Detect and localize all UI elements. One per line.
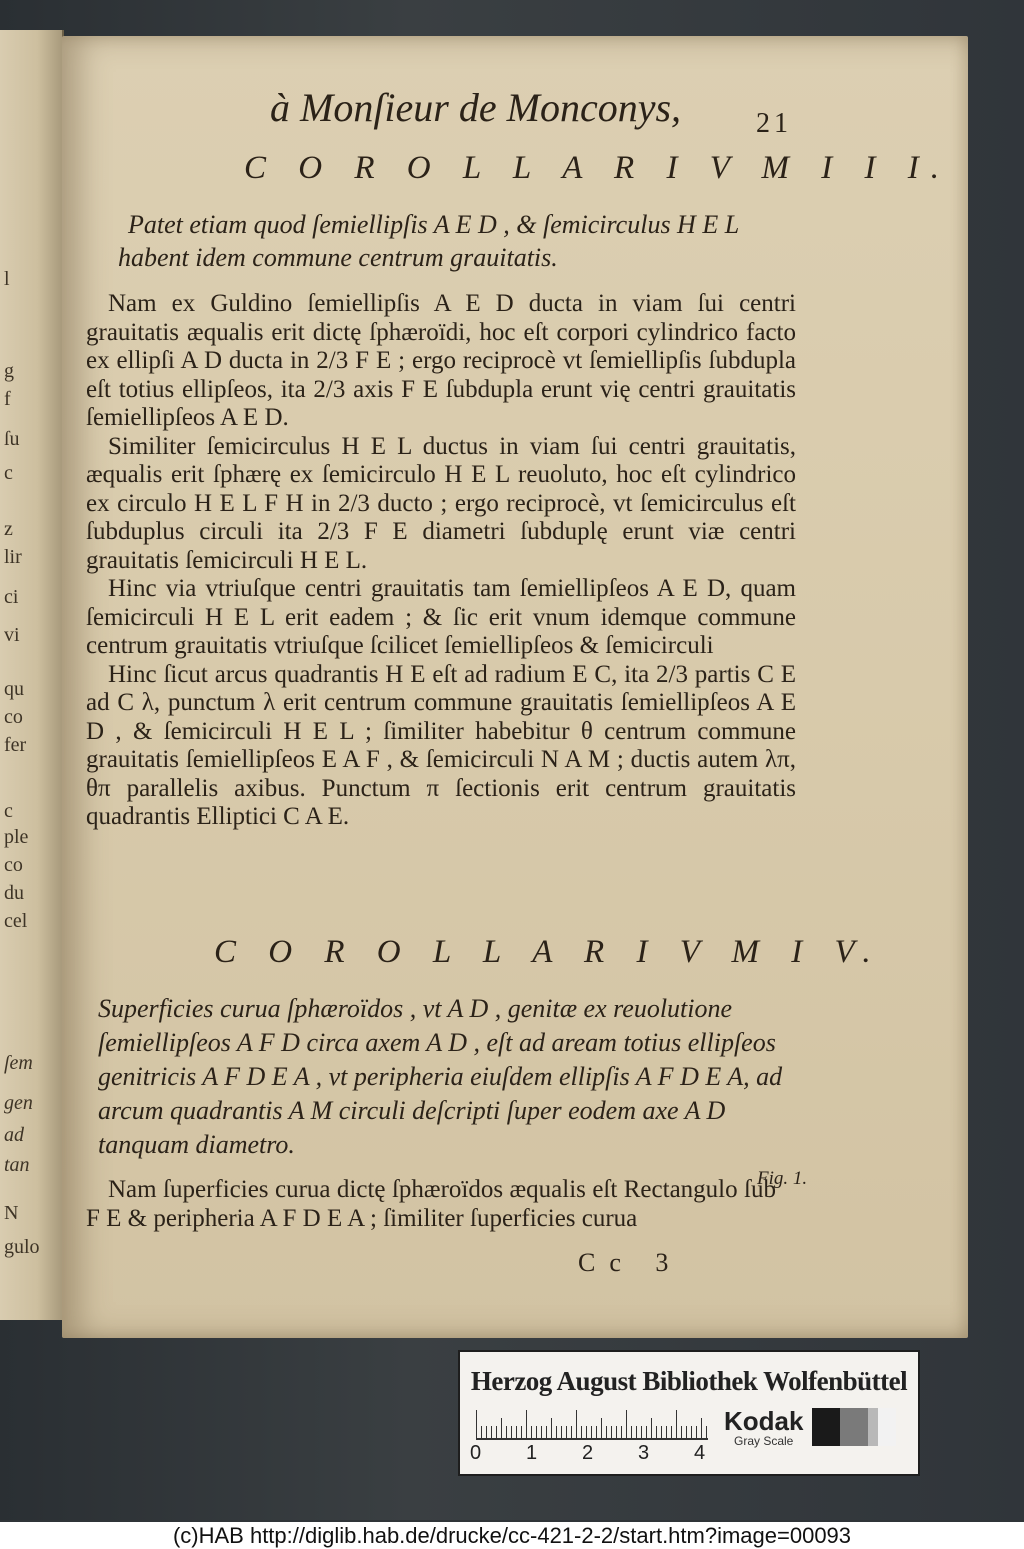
source-url: (c)HAB http://diglib.hab.de/drucke/cc-421-2-2/start.htm?image=00093 [0, 1522, 1024, 1549]
gray-scale-label: Gray Scale [734, 1434, 794, 1448]
left-fragment: gulo [4, 1236, 40, 1258]
ruler-tick [521, 1426, 522, 1438]
ruler-tick [591, 1426, 592, 1438]
ruler-tick [511, 1426, 512, 1438]
left-facing-page [0, 30, 64, 1320]
left-fragment: l [4, 268, 10, 290]
ruler-tick [546, 1426, 547, 1438]
ruler-number: 3 [638, 1442, 650, 1464]
ruler-tick [606, 1426, 607, 1438]
book-page [62, 36, 968, 1338]
ruler-number: 1 [526, 1442, 538, 1464]
paragraph: Hinc via vtriuſque centri grauitatis tam ſemiellipſeos A E D, quam ſemicirculi H E L erit eadem ; & ſic erit vnum idemque commune centrum grauitatis vtriuſque ſcilicet ſemiellipſeos & ſemicirculi [86, 575, 796, 659]
left-fragment: N [4, 1202, 19, 1224]
ruler-tick [541, 1426, 542, 1438]
ruler-tick [526, 1410, 527, 1438]
signature-mark: Cc 3 [578, 1248, 683, 1277]
gray-swatch-white [878, 1408, 896, 1446]
left-fragment: vi [4, 624, 20, 646]
ruler-tick [486, 1426, 487, 1438]
ruler-tick [706, 1426, 707, 1438]
left-fragment: z [4, 518, 13, 540]
left-fragment: c [4, 800, 13, 822]
ruler-tick [596, 1426, 597, 1438]
ruler-tick [586, 1426, 587, 1438]
page-number: 21 [756, 108, 792, 139]
proposition-line: habent idem commune centrum grauitatis. [118, 243, 558, 272]
ruler-tick [691, 1426, 692, 1438]
left-fragment: fer [4, 734, 27, 756]
gray-swatch-black [812, 1408, 840, 1446]
left-fragment: ad [4, 1124, 24, 1146]
left-fragment: co [4, 706, 23, 728]
left-fragment: f [4, 388, 11, 410]
ruler-tick [646, 1426, 647, 1438]
ruler-number: 2 [582, 1442, 594, 1464]
ruler-tick [651, 1418, 652, 1438]
ruler-tick [701, 1418, 702, 1438]
ruler-tick [551, 1418, 552, 1438]
left-fragment: ſu [4, 428, 20, 450]
ruler-tick [481, 1426, 482, 1438]
left-fragment: ci [4, 586, 19, 608]
ruler-tick [496, 1426, 497, 1438]
ruler-tick [676, 1410, 677, 1438]
ruler-tick [621, 1426, 622, 1438]
ruler-tick [576, 1410, 577, 1438]
gray-swatch-dark [840, 1408, 868, 1446]
left-fragment: cel [4, 910, 28, 932]
ruler-tick [686, 1426, 687, 1438]
ruler-tick [566, 1426, 567, 1438]
left-fragment: ſem [4, 1052, 33, 1074]
library-name: Herzog August Bibliothek Wolfenbüttel [470, 1366, 908, 1396]
ruler-tick [656, 1426, 657, 1438]
left-fragment: tan [4, 1154, 30, 1176]
ruler-tick [626, 1410, 627, 1438]
corollarium-4-heading: C O R O L L A R I V M I V. [214, 934, 883, 970]
ruler [476, 1406, 708, 1440]
paragraph: Similiter ſemicirculus H E L ductus in viam ſui centri grauitatis, æqualis erit ſphærę ex ſemicirculo H E L reuoluto, hoc eſt cylindrico ex circulo H E L F H in 2/3 ducto ; ergo reciprocè, vt ſemicirculus eſt ſubduplus circuli ita 2/3 F E diametri ſubduplę erunt viæ centri grauitatis ſemicirculi H E L. [86, 432, 796, 574]
left-fragment: lir [4, 546, 22, 568]
corollarium-3-proposition [118, 208, 818, 274]
running-title: à Monſieur de Monconys, [270, 85, 682, 130]
ruler-tick [536, 1426, 537, 1438]
left-fragment: c [4, 462, 13, 484]
paragraph: Hinc ſicut arcus quadrantis H E eſt ad radium E C, ita 2/3 partis C E ad C λ, punctum λ erit centrum commune grauitatis ſemiellipſeos A E D , & ſemicirculi H E L ; ſimiliter habebitur θ centrum commune grauitatis ſemiellipſeos E A F , & ſemicirculi N A M ; ductis autem λπ, θπ parallelis axibus. Punctum π ſectionis erit centrum grauitatis quadrantis Elliptici C A E. [86, 660, 796, 830]
left-fragment: qu [4, 678, 24, 700]
ruler-tick [476, 1410, 477, 1438]
ruler-tick [696, 1426, 697, 1438]
ruler-tick [506, 1426, 507, 1438]
left-fragment: ple [4, 826, 29, 848]
figure-reference: Fig. 1. [757, 1168, 808, 1189]
ruler-tick [601, 1418, 602, 1438]
ruler-number: 4 [694, 1442, 706, 1464]
ruler-tick [671, 1426, 672, 1438]
ruler-tick [661, 1426, 662, 1438]
corollarium-3-heading: C O R O L L A R I V M I I I. [244, 150, 951, 186]
paragraph: Nam ex Guldino ſemiellipſis A E D ducta in viam ſui centri grauitatis æqualis erit dictę ſphæroïdi, hoc eſt corpori cylindrico facto ex ellipſi A D ducta in 2/3 F E ; ergo reciprocè vt ſemiellipſis ſubdupla eſt totius ellipſeos, ita 2/3 axis F E ſubdupla erunt vię centri grauitatis ſemiellipſeos A E D. [86, 290, 796, 431]
left-fragment: gen [4, 1092, 33, 1114]
ruler-tick [666, 1426, 667, 1438]
kodak-logo: Kodak [724, 1406, 804, 1436]
ruler-tick [681, 1426, 682, 1438]
left-fragment: du [4, 882, 24, 904]
ruler-tick [616, 1426, 617, 1438]
ruler-tick [531, 1426, 532, 1438]
ruler-tick [491, 1426, 492, 1438]
corollarium-4-body [86, 1176, 776, 1233]
left-fragment: g [4, 360, 14, 382]
ruler-tick [516, 1426, 517, 1438]
corollarium-4-proposition: Superficies curua ſphæroïdos , vt A D , genitæ ex reuolutione ſemiellipſeos A F D circa axem A D , eſt ad aream totius ellipſeos genitricis A F D E A , vt peripheria eiuſdem ellipſis A F D E A, ad arcum quadrantis A M circuli deſcripti ſuper eodem axe A D tanquam diametro. [98, 994, 783, 1159]
corollarium-3-body [86, 290, 796, 832]
ruler-tick [571, 1426, 572, 1438]
left-fragment: co [4, 854, 23, 876]
ruler-tick [556, 1426, 557, 1438]
ruler-tick [631, 1426, 632, 1438]
ruler-tick [611, 1426, 612, 1438]
ruler-tick [561, 1426, 562, 1438]
color-calibration-card [458, 1350, 920, 1476]
ruler-tick [581, 1426, 582, 1438]
proposition-line: Patet etiam quod ſemiellipſis A E D , & ſemicirculus H E L [128, 210, 740, 239]
ruler-tick [641, 1426, 642, 1438]
ruler-tick [501, 1418, 502, 1438]
ruler-number: 0 [470, 1442, 482, 1464]
paragraph: Nam ſuperficies curua dictę ſphæroïdos æqualis eſt Rectangulo ſub F E & peripheria A F D E A ; ſimiliter ſuperficies curua [86, 1176, 776, 1232]
ruler-tick [636, 1426, 637, 1438]
